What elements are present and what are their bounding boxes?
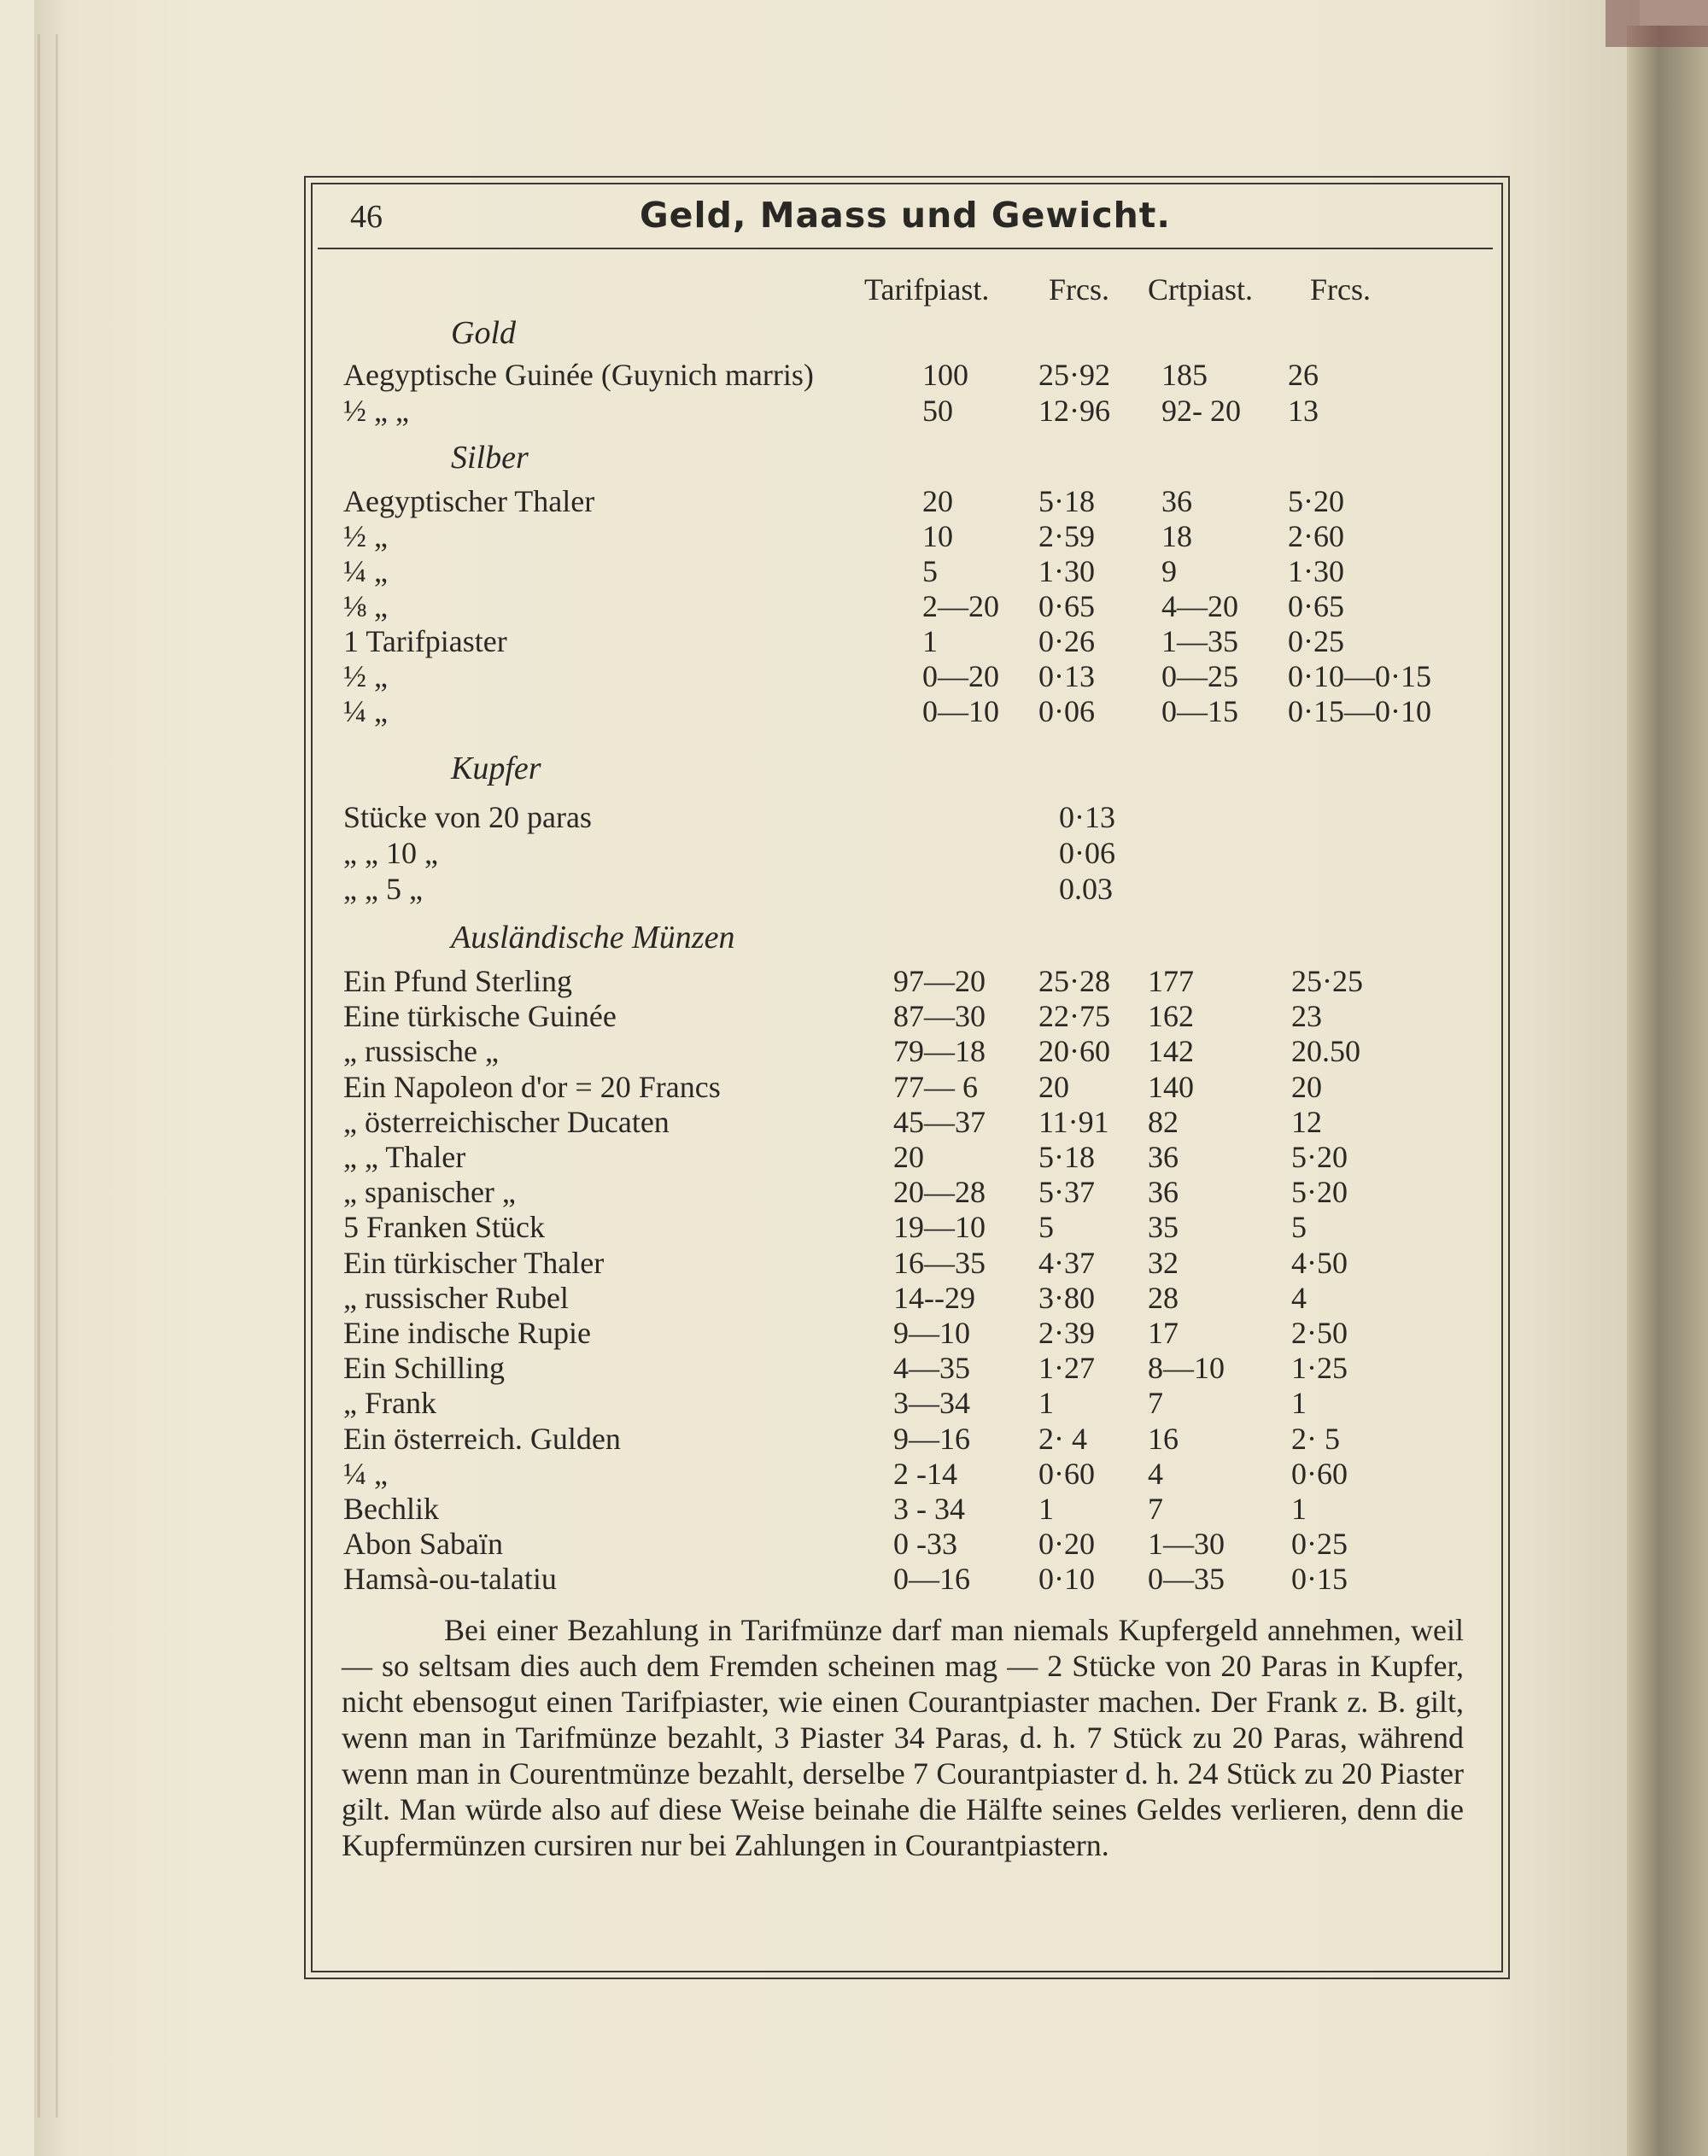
tarifpiaster-value: 5 bbox=[922, 554, 938, 588]
courantpiaster-value: 9 bbox=[1161, 554, 1177, 588]
courantpiaster-value: 92- 20 bbox=[1161, 394, 1241, 428]
coin-name: ¼ „ bbox=[343, 694, 388, 728]
courantpiaster-value: 1—35 bbox=[1161, 624, 1238, 658]
frcs-courant-value: 12 bbox=[1291, 1104, 1322, 1139]
frcs-tarif-value: 0·06 bbox=[1038, 694, 1095, 728]
frcs-tarif-value: 5·37 bbox=[1038, 1175, 1095, 1210]
frcs-courant-value: 25·25 bbox=[1291, 964, 1363, 998]
table-row bbox=[0, 998, 1708, 1034]
coin-name: ½ „ bbox=[343, 659, 388, 693]
tarifpiaster-value: 9—16 bbox=[893, 1421, 970, 1456]
coin-name: Ein österreich. Gulden bbox=[343, 1421, 621, 1456]
coin-name: Aegyptische Guinée (Guynich marris) bbox=[343, 358, 814, 392]
courantpiaster-value: 1—30 bbox=[1148, 1527, 1225, 1562]
page-number: 46 bbox=[350, 199, 383, 235]
frcs-tarif-value: 3·80 bbox=[1038, 1280, 1095, 1315]
courantpiaster-value: 0—25 bbox=[1161, 659, 1238, 693]
frcs-tarif-value: 4·37 bbox=[1038, 1245, 1095, 1280]
courantpiaster-value: 162 bbox=[1148, 999, 1194, 1034]
courantpiaster-value: 16 bbox=[1148, 1421, 1179, 1456]
tarifpiaster-value: 19—10 bbox=[893, 1210, 986, 1245]
courantpiaster-value: 18 bbox=[1161, 519, 1192, 553]
frcs-tarif-value: 2· 4 bbox=[1038, 1421, 1087, 1456]
table-row bbox=[0, 693, 1708, 729]
courantpiaster-value: 28 bbox=[1148, 1280, 1179, 1315]
coin-name: ¼ „ bbox=[343, 554, 388, 588]
frcs-courant-value: 2· 5 bbox=[1291, 1421, 1340, 1456]
table-row bbox=[0, 1245, 1708, 1281]
frcs-courant-value: 5·20 bbox=[1291, 1140, 1348, 1174]
frcs-courant-value: 2·50 bbox=[1291, 1316, 1348, 1350]
table-row bbox=[0, 1033, 1708, 1069]
table-row bbox=[0, 963, 1708, 999]
tarifpiaster-value: 50 bbox=[922, 394, 953, 428]
table-row bbox=[0, 553, 1708, 589]
tarifpiaster-value: 9—10 bbox=[893, 1316, 970, 1350]
courantpiaster-value: 36 bbox=[1148, 1140, 1179, 1174]
table-row bbox=[0, 1174, 1708, 1210]
tarifpiaster-value: 3—34 bbox=[893, 1386, 970, 1421]
courantpiaster-value: 36 bbox=[1161, 484, 1192, 518]
tarifpiaster-value: 79—18 bbox=[893, 1034, 986, 1069]
tarifpiaster-value: 45—37 bbox=[893, 1104, 986, 1139]
frcs-tarif-value: 20·60 bbox=[1038, 1034, 1110, 1069]
courantpiaster-value: 17 bbox=[1148, 1316, 1179, 1350]
courantpiaster-value: 4 bbox=[1148, 1456, 1163, 1491]
coin-name: „ russischer Rubel bbox=[343, 1280, 569, 1315]
frcs-tarif-value: 0·20 bbox=[1038, 1527, 1095, 1562]
tarifpiaster-value: 100 bbox=[922, 358, 968, 392]
frcs-tarif-value: 1 bbox=[1038, 1386, 1054, 1421]
coin-name: „ russische „ bbox=[343, 1034, 499, 1069]
col-tarifpiaster: Tarifpiast. bbox=[864, 272, 990, 307]
frcs-tarif-value: 25·28 bbox=[1038, 964, 1110, 998]
frcs-courant-value: 0·15—0·10 bbox=[1288, 694, 1431, 728]
coin-name: ½ „ „ bbox=[343, 394, 409, 428]
coin-name: Eine türkische Guinée bbox=[343, 999, 617, 1034]
frcs-tarif-value: 5 bbox=[1038, 1210, 1054, 1245]
tarifpiaster-value: 16—35 bbox=[893, 1245, 986, 1280]
tarifpiaster-value: 87—30 bbox=[893, 999, 986, 1034]
frcs-courant-value: 13 bbox=[1288, 394, 1319, 428]
frcs-courant-value: 26 bbox=[1288, 358, 1319, 392]
frcs-tarif-value: 1 bbox=[1038, 1492, 1054, 1526]
col-frcs-2: Frcs. bbox=[1310, 272, 1371, 307]
table-row bbox=[0, 871, 1708, 907]
tarifpiaster-value: 10 bbox=[922, 519, 953, 553]
frcs-courant-value: 20.50 bbox=[1291, 1034, 1360, 1069]
tarifpiaster-value: 4—35 bbox=[893, 1351, 970, 1386]
courantpiaster-value: 0—15 bbox=[1161, 694, 1238, 728]
frcs-courant-value: 1 bbox=[1291, 1386, 1307, 1421]
tarifpiaster-value: 20 bbox=[893, 1140, 924, 1174]
frcs-tarif-value: 0·65 bbox=[1038, 589, 1095, 623]
binding-mark bbox=[1606, 0, 1708, 47]
courantpiaster-value: 0—35 bbox=[1148, 1562, 1225, 1597]
table-row bbox=[0, 483, 1708, 519]
col-crtpiaster: Crtpiast. bbox=[1148, 272, 1253, 307]
coin-name: „ österreichischer Ducaten bbox=[343, 1104, 670, 1139]
courantpiaster-value: 32 bbox=[1148, 1245, 1179, 1280]
frcs-courant-value: 4 bbox=[1291, 1280, 1307, 1315]
frcs-courant-value: 4·50 bbox=[1291, 1245, 1348, 1280]
frcs-tarif-value: 2·39 bbox=[1038, 1316, 1095, 1350]
coin-name: Aegyptischer Thaler bbox=[343, 484, 595, 518]
table-row bbox=[0, 1526, 1708, 1562]
coin-name: Hamsà-ou-talatiu bbox=[343, 1562, 557, 1597]
coin-name: Abon Sabaïn bbox=[343, 1527, 503, 1562]
tarifpiaster-value: 0 -33 bbox=[893, 1527, 957, 1562]
table-row bbox=[0, 588, 1708, 624]
coin-name: „ „ 5 „ bbox=[343, 872, 423, 906]
table-row bbox=[0, 799, 1708, 835]
frcs-tarif-value: 0·60 bbox=[1038, 1456, 1095, 1491]
table-row bbox=[0, 1385, 1708, 1421]
frcs-courant-value: 5 bbox=[1291, 1210, 1307, 1245]
coin-name: Ein Pfund Sterling bbox=[343, 964, 572, 998]
table-row bbox=[0, 518, 1708, 554]
coin-name: „ spanischer „ bbox=[343, 1175, 516, 1210]
table-row bbox=[0, 1456, 1708, 1492]
page-header bbox=[318, 190, 1493, 249]
table-row bbox=[0, 1069, 1708, 1105]
table-row bbox=[0, 1280, 1708, 1316]
frcs-courant-value: 0·65 bbox=[1288, 589, 1344, 623]
coin-name: Bechlik bbox=[343, 1492, 439, 1526]
tarifpiaster-value: 14--29 bbox=[893, 1280, 975, 1315]
tarifpiaster-value: 20—28 bbox=[893, 1175, 986, 1210]
table-row bbox=[0, 1209, 1708, 1245]
frcs-courant-value: 0·60 bbox=[1291, 1456, 1348, 1491]
tarifpiaster-value: 97—20 bbox=[893, 964, 986, 998]
tarifpiaster-value: 0—16 bbox=[893, 1562, 970, 1597]
tarifpiaster-value: 20 bbox=[922, 484, 953, 518]
coin-name: „ „ 10 „ bbox=[343, 836, 438, 870]
frcs-tarif-value: 2·59 bbox=[1038, 519, 1095, 553]
frcs-tarif-value: 1·27 bbox=[1038, 1351, 1095, 1386]
frcs-tarif-value: 20 bbox=[1038, 1069, 1069, 1104]
frcs-courant-value: 23 bbox=[1291, 999, 1322, 1034]
tarifpiaster-value: 0—10 bbox=[922, 694, 999, 728]
frcs-courant-value: 0·15 bbox=[1291, 1562, 1348, 1597]
coin-name: Ein Schilling bbox=[343, 1351, 505, 1386]
coin-name: 1 Tarifpiaster bbox=[343, 624, 507, 658]
frcs-courant-value: 0·25 bbox=[1288, 624, 1344, 658]
table-row bbox=[0, 835, 1708, 871]
table-row bbox=[0, 1139, 1708, 1175]
coin-name: Eine indische Rupie bbox=[343, 1316, 591, 1350]
table-row bbox=[0, 1561, 1708, 1597]
coin-name: Stücke von 20 paras bbox=[343, 800, 592, 834]
frcs-courant-value: 20 bbox=[1291, 1069, 1322, 1104]
frcs-courant-value: 2·60 bbox=[1288, 519, 1344, 553]
frcs-courant-value: 0·25 bbox=[1291, 1527, 1348, 1562]
table-row bbox=[0, 357, 1708, 393]
table-row bbox=[0, 1315, 1708, 1351]
tarifpiaster-value: 2—20 bbox=[922, 589, 999, 623]
frcs-courant-value: 5·20 bbox=[1288, 484, 1344, 518]
frcs-tarif-value: 0·13 bbox=[1038, 659, 1095, 693]
frcs-tarif-value: 25·92 bbox=[1038, 358, 1110, 392]
courantpiaster-value: 142 bbox=[1148, 1034, 1194, 1069]
courantpiaster-value: 8—10 bbox=[1148, 1351, 1225, 1386]
coin-name: Ein türkischer Thaler bbox=[343, 1245, 605, 1280]
frcs-tarif-value: 1·30 bbox=[1038, 554, 1095, 588]
coin-name: 5 Franken Stück bbox=[343, 1210, 545, 1245]
frcs-tarif-value: 11·91 bbox=[1038, 1104, 1109, 1139]
table-row bbox=[0, 658, 1708, 694]
tarifpiaster-value: 77— 6 bbox=[893, 1069, 978, 1104]
courantpiaster-value: 140 bbox=[1148, 1069, 1194, 1104]
frcs-courant-value: 5·20 bbox=[1291, 1175, 1348, 1210]
tarifpiaster-value: 3 - 34 bbox=[893, 1492, 965, 1526]
page-title: Geld, Maass und Gewicht. bbox=[640, 195, 1171, 236]
courantpiaster-value: 82 bbox=[1148, 1104, 1179, 1139]
frcs-courant-value: 1·30 bbox=[1288, 554, 1344, 588]
section-kupfer: Kupfer bbox=[451, 751, 541, 786]
section-gold: Gold bbox=[451, 315, 516, 351]
col-frcs-1: Frcs. bbox=[1049, 272, 1109, 307]
courantpiaster-value: 35 bbox=[1148, 1210, 1179, 1245]
paragraph-text: Bei einer Bezahlung in Tarifmünze darf man niemals Kupfergeld annehmen, weil — so seltsam dies auch dem Fremden scheinen mag — 2 Stücke von 20 Paras in Kupfer, nicht ebensogut einen Tarifpiaster, wie einen Courantpiaster machen. Der Frank z. B. gilt, wenn man in Tarifmünze bezahlt, 3 Piaster 34 Paras, d. h. 7 Stück zu 20 Paras, während wenn man in Courentmünze bezahlt, derselbe 7 Courantpiaster d. h. 24 Stück zu 20 Piaster gilt. Man würde also auf diese Weise beinahe die Hälfte seines Geldes verlieren, denn die Kupfermünzen cursiren nur bei Zahlungen in Courantpiastern. bbox=[342, 1613, 1464, 1862]
table-row bbox=[0, 1350, 1708, 1386]
frcs-courant-value: 1·25 bbox=[1291, 1351, 1348, 1386]
table-row bbox=[0, 393, 1708, 429]
section-auslaendische-muenzen: Ausländische Münzen bbox=[451, 920, 735, 955]
tarifpiaster-value: 2 -14 bbox=[893, 1456, 957, 1491]
frcs-courant-value: 1 bbox=[1291, 1492, 1307, 1526]
courantpiaster-value: 7 bbox=[1148, 1492, 1163, 1526]
courantpiaster-value: 36 bbox=[1148, 1175, 1179, 1210]
coin-name: „ „ Thaler bbox=[343, 1140, 466, 1174]
coin-name: ⅛ „ bbox=[343, 589, 388, 623]
courantpiaster-value: 4—20 bbox=[1161, 589, 1238, 623]
frcs-tarif-value: 12·96 bbox=[1038, 394, 1110, 428]
frcs-tarif-value: 0·26 bbox=[1038, 624, 1095, 658]
table-row bbox=[0, 1421, 1708, 1457]
explanation-paragraph bbox=[342, 1612, 1464, 1863]
frcs-tarif-value: 5·18 bbox=[1038, 1140, 1095, 1174]
table-row bbox=[0, 623, 1708, 659]
coin-name: ¼ „ bbox=[343, 1456, 388, 1491]
frcs-tarif-value: 0·10 bbox=[1038, 1562, 1095, 1597]
tarifpiaster-value: 1 bbox=[922, 624, 938, 658]
coin-name: „ Frank bbox=[343, 1386, 436, 1421]
section-silber: Silber bbox=[451, 440, 529, 476]
frcs-courant-value: 0·10—0·15 bbox=[1288, 659, 1431, 693]
table-row bbox=[0, 1104, 1708, 1140]
courantpiaster-value: 185 bbox=[1161, 358, 1208, 392]
coin-name: Ein Napoleon d'or = 20 Francs bbox=[343, 1069, 721, 1104]
frcs-tarif-value: 5·18 bbox=[1038, 484, 1095, 518]
table-row bbox=[0, 1491, 1708, 1527]
frcs-tarif-value: 0·06 bbox=[1059, 836, 1115, 870]
frcs-tarif-value: 0·13 bbox=[1059, 800, 1115, 834]
tarifpiaster-value: 0—20 bbox=[922, 659, 999, 693]
frcs-tarif-value: 22·75 bbox=[1038, 999, 1110, 1034]
courantpiaster-value: 177 bbox=[1148, 964, 1194, 998]
courantpiaster-value: 7 bbox=[1148, 1386, 1163, 1421]
coin-name: ½ „ bbox=[343, 519, 388, 553]
frcs-tarif-value: 0.03 bbox=[1059, 872, 1113, 906]
